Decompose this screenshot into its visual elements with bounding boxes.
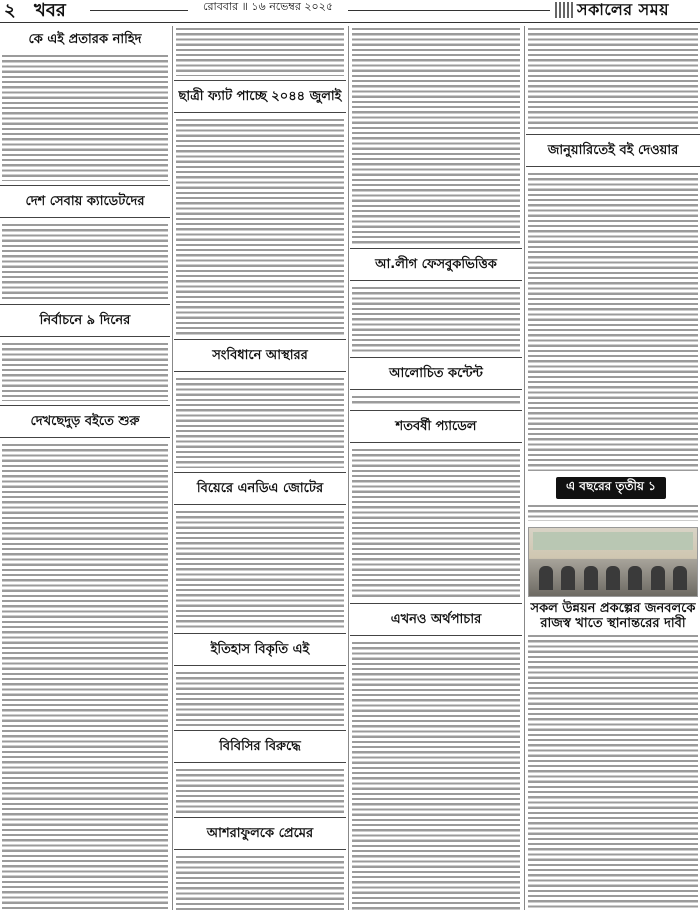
article-body — [528, 171, 698, 471]
column-divider — [524, 26, 525, 910]
section-badge-wrap — [526, 471, 700, 503]
headline: আলোচিত কন্টেন্ট — [389, 366, 483, 381]
article-body — [2, 442, 168, 910]
article-body — [176, 767, 344, 813]
article-body — [2, 53, 168, 181]
column-4 — [526, 26, 700, 910]
headline: সকল উন্নয়ন প্রকল্পের জনবলকে রাজস্ব খাতে স্থানান্তরের দাবী — [530, 601, 696, 631]
headline: ছাত্রী ফ্যাট পাচ্ছে ২০৪৪ জুলাই — [178, 89, 342, 104]
news-photo — [528, 527, 698, 597]
column-divider — [172, 26, 173, 910]
article-body — [352, 447, 520, 599]
article-body — [2, 222, 168, 300]
column-1 — [0, 26, 170, 910]
headline: কে এই প্রতারক নাহিদ — [28, 32, 142, 47]
article-body — [352, 285, 520, 353]
stage-banner — [533, 532, 693, 550]
issue-date — [188, 2, 348, 11]
article-body — [528, 633, 698, 910]
headline: জানুয়ারিতেই বই দেওয়ার — [547, 143, 679, 158]
brand — [555, 0, 700, 20]
headline: আশরাফুলকে প্রেমের — [206, 826, 314, 841]
headline: আ.লীগ ফেসবুকভিত্তিক — [375, 257, 497, 272]
issue-date-text: ১৬ নভেম্বর ২০২৫ — [251, 0, 333, 13]
article-body — [528, 503, 698, 521]
article-body — [352, 26, 520, 244]
section-title: খবর — [34, 0, 66, 21]
brand-name: সকালের সময় — [577, 0, 670, 19]
article-body — [352, 394, 520, 406]
newspaper-logo-icon — [555, 2, 573, 18]
masthead — [0, 0, 700, 23]
headline: ইতিহাস বিকৃতি এই — [210, 642, 310, 657]
column-2 — [174, 26, 346, 910]
column-3 — [350, 26, 522, 910]
article-body — [176, 509, 344, 629]
page-number: ২ — [4, 0, 16, 21]
article-body — [176, 117, 344, 335]
article-body — [176, 26, 344, 76]
article-body — [176, 376, 344, 468]
headline: শতবর্ষী প্যাডেল — [395, 419, 477, 434]
article-body — [176, 854, 344, 910]
headline: নির্বাচনে ৯ দিনের — [39, 313, 131, 328]
column-divider — [348, 26, 349, 910]
article-body — [528, 26, 698, 130]
article-body — [176, 670, 344, 726]
issue-day: রোববার ॥ — [202, 0, 248, 13]
article-body — [352, 640, 520, 910]
headline: দেশ সেবায় ক্যাডেটদের — [25, 194, 145, 209]
headline: বিবিসির বিরুদ্ধে — [219, 739, 301, 754]
people-silhouettes — [535, 566, 691, 590]
headline: এখনও অর্থপাচার — [390, 612, 482, 627]
article-body — [2, 341, 168, 401]
headline: সংবিধানে আস্থারর — [212, 348, 308, 363]
headline: বিয়েরে এনডিএ জোটের — [196, 481, 324, 496]
section-badge: এ বছরের তৃতীয় ১ — [556, 477, 666, 499]
headline: দেখছেদুড় বইতে শুরু — [30, 414, 140, 429]
